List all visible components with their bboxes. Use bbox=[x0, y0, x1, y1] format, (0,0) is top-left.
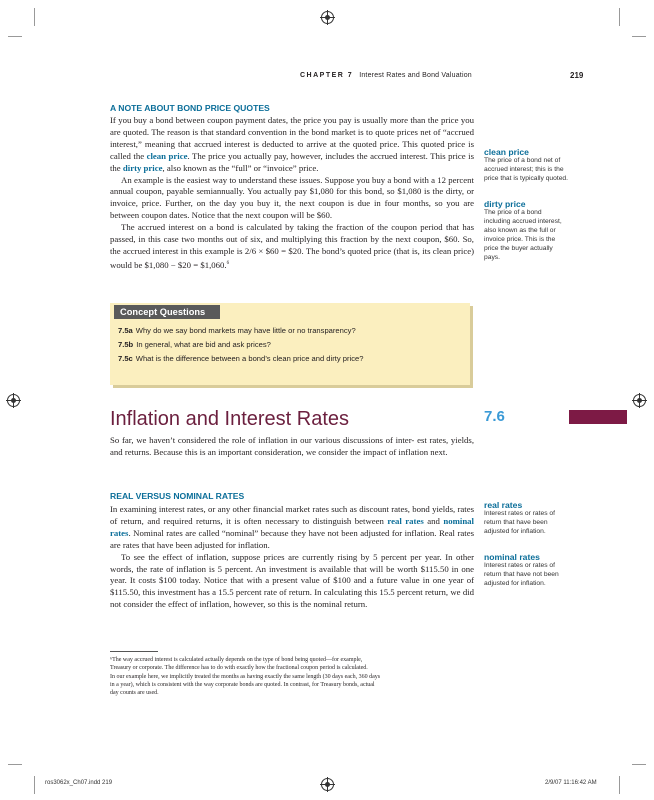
keyword-real-rates: rates bbox=[405, 515, 424, 526]
text-line: In examining interest rates, or any other financial market rates such as discount rates, bond bbox=[110, 504, 430, 514]
chapter-label: CHAPTER 7 bbox=[300, 72, 354, 79]
text-line: , also known as the bbox=[162, 162, 230, 173]
margin-term: nominal rates bbox=[484, 552, 540, 562]
definition-line: The price of a bond bbox=[484, 209, 542, 216]
text-line: and a future value in one year of $115.50, this investment has a 15.5 percent rate of return. bbox=[110, 575, 474, 598]
footnote bbox=[110, 656, 480, 697]
subsection-body bbox=[110, 504, 474, 611]
text-line: quoted price (that is, its clean price) would be $1,080 − $20 = $1,060. bbox=[110, 245, 474, 270]
running-header bbox=[300, 72, 472, 79]
margin-note-dirty-price bbox=[484, 199, 576, 262]
text-line: yields, rates of return, and required returns, it is often necessary to distinguish between bbox=[110, 504, 475, 526]
section-intro bbox=[110, 435, 474, 459]
margin-note-real-rates bbox=[484, 500, 576, 537]
definition-line: including accrued interest, bbox=[484, 217, 562, 225]
question-text: In general, what are bid and ask prices? bbox=[136, 340, 271, 349]
definition-line: Interest rates or rates of bbox=[484, 510, 555, 517]
text-line: that has passed, in this case two months out of six, and multiplying this fraction by the bbox=[110, 222, 474, 245]
concept-question bbox=[118, 354, 363, 363]
concept-question bbox=[118, 326, 356, 335]
note-paragraph-3 bbox=[110, 222, 474, 272]
definition-line: The price of a bond net of bbox=[484, 157, 561, 164]
text-line: To see the effect of inflation, suppose prices are currently rising by 5 percent per year. bbox=[121, 551, 442, 562]
registration-mark-icon bbox=[321, 11, 334, 24]
registration-mark-icon bbox=[7, 394, 20, 407]
crop-mark bbox=[34, 776, 35, 794]
question-number: 7.5a bbox=[118, 326, 133, 335]
keyword-real-rates: real bbox=[387, 515, 402, 526]
note-body bbox=[110, 115, 474, 272]
intro-paragraph bbox=[110, 435, 474, 459]
margin-term: clean price bbox=[484, 147, 529, 157]
text-line: so this is the nominal return. bbox=[267, 599, 368, 610]
text-line: adjusted for inflation. Real rates are rates that have been adjusted for inflation. bbox=[110, 527, 475, 550]
footnote-line: ⁶The way accrued interest is calculated actually depends on the type of bond being quoted—for example, bbox=[110, 657, 363, 663]
question-number: 7.5c bbox=[118, 354, 133, 363]
text-line: worth $115.50 in one year. It costs $100 today. Notice that with a present value of $100 bbox=[110, 563, 474, 586]
concept-questions-heading: Concept Questions bbox=[114, 305, 220, 319]
margin-term: dirty price bbox=[484, 199, 526, 209]
note-paragraph-2 bbox=[110, 175, 474, 223]
margin-definition bbox=[484, 510, 576, 537]
footnote-line: Treasury or corporate. The difference has to do with exactly how the fractional coupon period is calculated. bbox=[110, 665, 368, 672]
note-heading: A NOTE ABOUT BOND PRICE QUOTES bbox=[110, 103, 270, 113]
definition-line: adjusted for inflation. bbox=[484, 527, 546, 535]
page-number: 219 bbox=[570, 71, 584, 80]
crop-mark bbox=[619, 776, 620, 794]
text-line: at the quoted price. This quoted price is called the bbox=[110, 138, 475, 161]
definition-line: return that have not been bbox=[484, 570, 559, 578]
subsection-heading: REAL VERSUS NOMINAL RATES bbox=[110, 491, 245, 501]
text-line: $1,080 is the dirty, or invoice, price. Further, on the day you buy it, the next coupon is due in bbox=[110, 186, 474, 209]
concept-question bbox=[118, 340, 271, 349]
keyword-nominal-rates: nominal rates bbox=[110, 515, 474, 538]
footnote-rule bbox=[110, 651, 158, 652]
text-line: 12 percent annual coupon, payable semiannually. You actually pay $1,080 for this bond, so bbox=[110, 174, 474, 197]
text-line: four months, so you are between coupon dates. Notice that the next coupon will be $60. bbox=[110, 198, 475, 221]
text-line: So far, we haven’t considered the role of inflation in our various discussions of inter- bbox=[110, 435, 415, 445]
text-line: In calculating this 15.5 percent return, we did not consider the effect of inflation, however, bbox=[110, 587, 474, 610]
margin-note-nominal-rates bbox=[484, 552, 576, 589]
chapter-title: Interest Rates and Bond Valuation bbox=[359, 72, 472, 79]
text-line: If you buy a bond between coupon payment dates, the price you pay is usually more than bbox=[110, 115, 426, 125]
definition-line: accrued interest; this is the bbox=[484, 165, 564, 173]
question-text: Why do we say bond markets may have little or no transparency? bbox=[135, 326, 356, 335]
definition-line: return that have been bbox=[484, 518, 548, 526]
question-number: 7.5b bbox=[118, 340, 134, 349]
crop-mark bbox=[632, 36, 646, 37]
definition-line: pays. bbox=[484, 253, 500, 261]
definition-line: price that is typically quoted. bbox=[484, 174, 569, 182]
margin-definition bbox=[484, 157, 576, 184]
definition-line: adjusted for inflation. bbox=[484, 579, 546, 587]
text-line: An example is the easiest way to understand these issues. Suppose you buy a bond with a bbox=[121, 174, 435, 185]
footnote-line: day counts are used. bbox=[110, 690, 159, 697]
text-line: however, includes the accrued interest. This price is the bbox=[110, 150, 475, 173]
crop-mark bbox=[8, 36, 22, 37]
text-line: the price you are quoted. The reason is that standard convention in the bond market is to bbox=[110, 115, 474, 137]
crop-mark bbox=[34, 8, 35, 26]
registration-mark-icon bbox=[321, 778, 334, 791]
text-line: est rates, yields, and returns. Because this is an important consideration, we consider the bbox=[110, 435, 475, 457]
footnote-line: in a year), which is consistent with the way corporate bonds are quoted. In contrast, for Treasury bonds, actual bbox=[110, 681, 375, 688]
slug-timestamp: 2/9/07 11:16:42 AM bbox=[545, 780, 597, 786]
section-number: 7.6 bbox=[484, 408, 505, 425]
margin-term: real rates bbox=[484, 500, 523, 510]
keyword-dirty-price: dirty price bbox=[122, 162, 163, 173]
crop-mark bbox=[619, 8, 620, 26]
section-title: Inflation and Interest Rates bbox=[110, 408, 350, 430]
definition-line: invoice price. This is the bbox=[484, 235, 556, 243]
note-paragraph-1 bbox=[110, 115, 474, 175]
definition-line: also known as the full or bbox=[484, 226, 556, 234]
definition-line: Interest rates or rates of bbox=[484, 562, 555, 569]
text-line: and bbox=[423, 515, 444, 526]
margin-note-clean-price bbox=[484, 147, 576, 184]
text-line: In other words, the rate of inflation is 5 percent. An investment is available that will be bbox=[110, 551, 475, 574]
footnote-ref[interactable]: 6 bbox=[226, 260, 230, 266]
section-tab bbox=[569, 410, 627, 424]
slug-filename: ros3062x_Ch07.indd 219 bbox=[45, 780, 113, 786]
text-line: . The price you actually pay, bbox=[187, 150, 289, 161]
text-line: quote prices net of “accrued interest,” meaning that accrued interest is deducted to arrive bbox=[110, 126, 475, 149]
footnote-line: In our example here, we implicitly treated the months as having exactly the same length (30 days each, 360 days bbox=[110, 673, 381, 680]
text-line: The accrued interest on a bond is calculated by taking the fraction of the coupon period bbox=[121, 222, 443, 233]
registration-mark-icon bbox=[633, 394, 646, 407]
text-line: “full” or “invoice” price. bbox=[231, 162, 319, 173]
crop-mark bbox=[8, 764, 22, 765]
subsection-paragraph-2 bbox=[110, 552, 474, 612]
text-line: next coupon, $60. So, the accrued interest in this example is 2/6 × $60 = $20. The bond’s bbox=[110, 234, 474, 256]
crop-mark bbox=[632, 764, 646, 765]
definition-line: price the buyer actually bbox=[484, 244, 553, 252]
text-line: impact of inflation next. bbox=[362, 446, 448, 457]
subsection-paragraph-1 bbox=[110, 504, 474, 552]
keyword-clean-price: clean price bbox=[146, 150, 188, 161]
margin-definition bbox=[484, 209, 576, 262]
question-text: What is the difference between a bond’s clean price and dirty price? bbox=[135, 354, 364, 363]
margin-definition bbox=[484, 562, 576, 589]
text-line: . Nominal rates are called “nominal” because they have not been bbox=[128, 527, 358, 538]
